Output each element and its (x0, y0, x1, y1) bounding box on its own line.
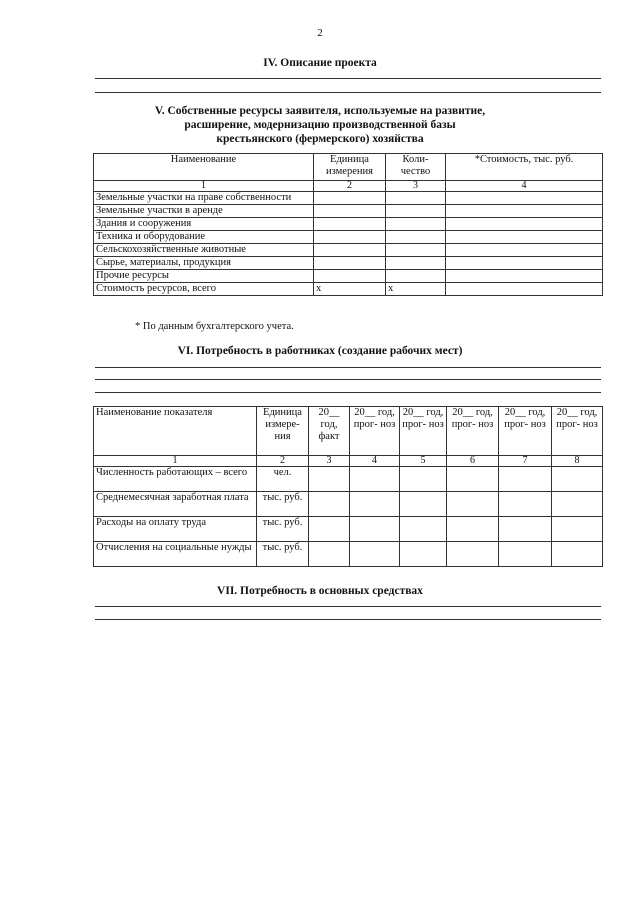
header-year-forecast: 20__ год, прог- ноз (350, 407, 400, 456)
value-cell[interactable] (400, 517, 447, 542)
value-cell[interactable] (350, 492, 400, 517)
section-7-title: VII. Потребность в основных средствах (217, 585, 423, 597)
table-row (94, 492, 603, 517)
value-cell[interactable] (309, 517, 350, 542)
value-cell[interactable] (400, 467, 447, 492)
quantity-cell[interactable] (386, 205, 446, 218)
workforce-table (93, 406, 603, 567)
cost-cell[interactable] (446, 257, 603, 270)
column-number: 8 (552, 456, 603, 467)
value-cell[interactable] (447, 517, 499, 542)
fill-line (95, 379, 601, 380)
table-row (94, 205, 603, 218)
unit-cell: тыс. руб. (257, 517, 309, 542)
header-year-fact: 20__ год, факт (309, 407, 350, 456)
row-label: Техника и оборудование (94, 231, 314, 244)
value-cell[interactable] (447, 467, 499, 492)
table-row (94, 231, 603, 244)
section-6-title: VI. Потребность в работниках (создание рабочих мест) (177, 345, 463, 357)
fill-line (95, 606, 601, 607)
section-5-title-line-3: крестьянского (фермерского) хозяйства (216, 133, 424, 145)
unit-cell[interactable] (314, 244, 386, 257)
table-row (94, 244, 603, 257)
value-cell[interactable] (350, 467, 400, 492)
cost-cell[interactable] (446, 270, 603, 283)
unit-cell[interactable] (314, 218, 386, 231)
value-cell[interactable] (552, 492, 603, 517)
fill-line (95, 78, 601, 79)
fill-line (95, 92, 601, 93)
value-cell[interactable] (499, 467, 552, 492)
fill-line (95, 367, 601, 368)
cost-cell[interactable] (446, 283, 603, 296)
table-header-row (94, 154, 603, 181)
section-4-title: IV. Описание проекта (263, 57, 377, 69)
quantity-cell[interactable] (386, 231, 446, 244)
header-year-forecast: 20__ год, прог- ноз (499, 407, 552, 456)
section-5-title-line-1: V. Собственные ресурсы заявителя, используемые на развитие, (154, 105, 486, 117)
value-cell[interactable] (447, 492, 499, 517)
quantity-cell: х (386, 283, 446, 296)
column-number: 1 (94, 181, 314, 192)
value-cell[interactable] (309, 467, 350, 492)
unit-cell[interactable] (314, 270, 386, 283)
row-label: Сельскохозяйственные животные (94, 244, 314, 257)
cost-cell[interactable] (446, 218, 603, 231)
row-label: Земельные участки на праве собственности (94, 192, 314, 205)
value-cell[interactable] (350, 542, 400, 567)
header-unit: Единица измере- ния (257, 407, 309, 456)
header-cost: *Стоимость, тыс. руб. (446, 154, 603, 181)
unit-cell: тыс. руб. (257, 492, 309, 517)
header-indicator: Наименование показателя (94, 407, 257, 456)
header-year-forecast: 20__ год, прог- ноз (552, 407, 603, 456)
column-number: 7 (499, 456, 552, 467)
value-cell[interactable] (447, 542, 499, 567)
column-number-row (94, 181, 603, 192)
unit-cell: тыс. руб. (257, 542, 309, 567)
value-cell[interactable] (499, 517, 552, 542)
header-year-forecast: 20__ год, прог- ноз (400, 407, 447, 456)
quantity-cell[interactable] (386, 192, 446, 205)
row-label: Прочие ресурсы (94, 270, 314, 283)
table-row (94, 192, 603, 205)
unit-cell: х (314, 283, 386, 296)
column-number: 5 (400, 456, 447, 467)
column-number: 1 (94, 456, 257, 467)
header-unit: Единица измерения (314, 154, 386, 181)
value-cell[interactable] (350, 517, 400, 542)
value-cell[interactable] (309, 542, 350, 567)
value-cell[interactable] (552, 517, 603, 542)
column-number-row (94, 456, 603, 467)
fill-line (95, 392, 601, 393)
row-label: Расходы на оплату труда (94, 517, 257, 542)
column-number: 2 (257, 456, 309, 467)
unit-cell[interactable] (314, 205, 386, 218)
cost-cell[interactable] (446, 231, 603, 244)
own-resources-table (93, 153, 603, 296)
row-label: Земельные участки в аренде (94, 205, 314, 218)
column-number: 4 (446, 181, 603, 192)
column-number: 2 (314, 181, 386, 192)
page-number: 2 (317, 27, 323, 39)
unit-cell[interactable] (314, 192, 386, 205)
cost-cell[interactable] (446, 244, 603, 257)
value-cell[interactable] (400, 492, 447, 517)
value-cell[interactable] (309, 492, 350, 517)
value-cell[interactable] (499, 492, 552, 517)
quantity-cell[interactable] (386, 244, 446, 257)
header-year-forecast: 20__ год, прог- ноз (447, 407, 499, 456)
unit-cell[interactable] (314, 257, 386, 270)
quantity-cell[interactable] (386, 257, 446, 270)
cost-cell[interactable] (446, 192, 603, 205)
value-cell[interactable] (499, 542, 552, 567)
row-label: Стоимость ресурсов, всего (94, 283, 314, 296)
value-cell[interactable] (552, 542, 603, 567)
row-label: Отчисления на социальные нужды (94, 542, 257, 567)
row-label: Численность работающих – всего (94, 467, 257, 492)
table-row (94, 218, 603, 231)
quantity-cell[interactable] (386, 270, 446, 283)
table-row (94, 542, 603, 567)
table-row-total (94, 283, 603, 296)
footnote: * По данным бухгалтерского учета. (135, 321, 294, 332)
value-cell[interactable] (400, 542, 447, 567)
section-5-title (0, 104, 640, 146)
value-cell[interactable] (552, 467, 603, 492)
header-name: Наименование (94, 154, 314, 181)
fill-line (95, 619, 601, 620)
table-row (94, 517, 603, 542)
column-number: 3 (309, 456, 350, 467)
row-label: Среднемесячная заработная плата (94, 492, 257, 517)
table-row (94, 270, 603, 283)
unit-cell: чел. (257, 467, 309, 492)
table-row (94, 467, 603, 492)
header-quantity: Коли- чество (386, 154, 446, 181)
section-5-title-line-2: расширение, модернизацию производственной базы (184, 119, 456, 131)
column-number: 3 (386, 181, 446, 192)
column-number: 6 (447, 456, 499, 467)
column-number: 4 (350, 456, 400, 467)
row-label: Здания и сооружения (94, 218, 314, 231)
table-header-row (94, 407, 603, 456)
cost-cell[interactable] (446, 205, 603, 218)
table-row (94, 257, 603, 270)
quantity-cell[interactable] (386, 218, 446, 231)
row-label: Сырье, материалы, продукция (94, 257, 314, 270)
unit-cell[interactable] (314, 231, 386, 244)
